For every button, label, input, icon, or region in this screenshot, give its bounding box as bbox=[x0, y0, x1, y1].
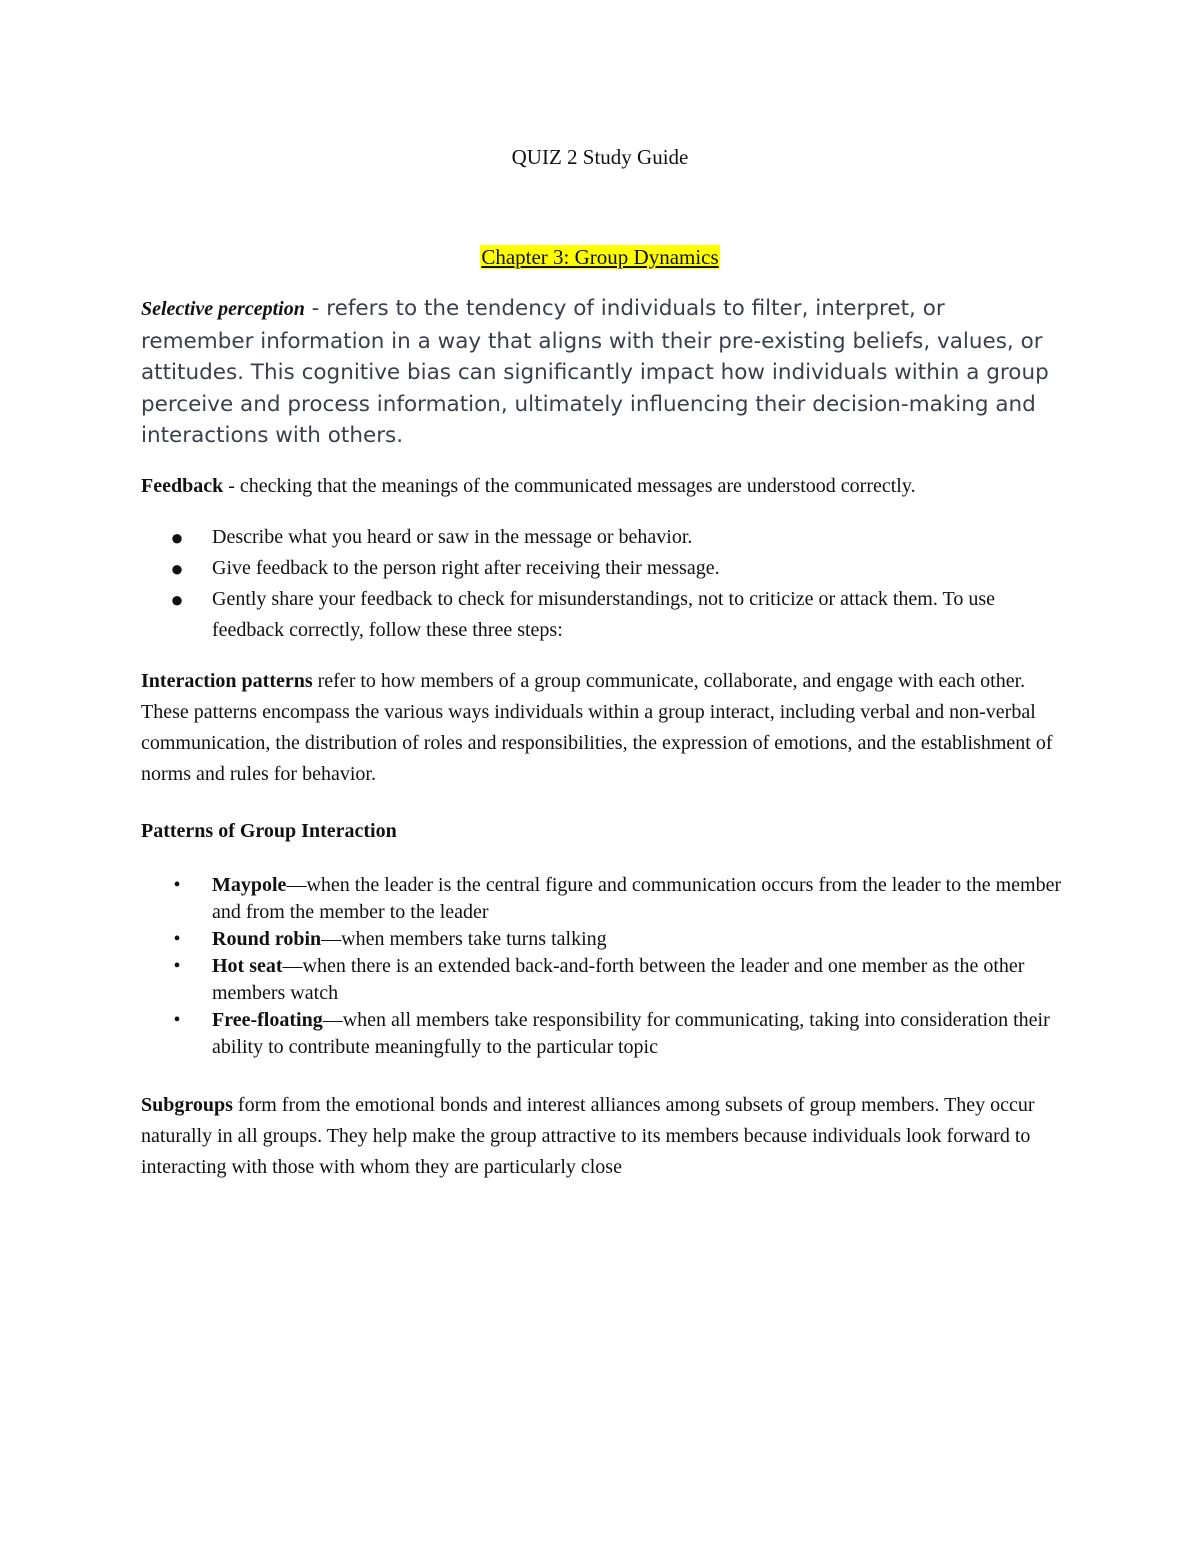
list-item bbox=[170, 953, 1070, 1007]
list-item bbox=[170, 553, 1070, 584]
pattern-term: Round robin bbox=[212, 928, 322, 950]
pattern-text: —when there is an extended back-and-forth between the leader and one member as the other members watch bbox=[212, 955, 1025, 1004]
feedback-bullet-text: Gently share your feedback to check for misunderstandings, not to criticize or attack them. To use feedback correctly, follow these three steps: bbox=[212, 588, 995, 641]
subgroups-term: Subgroups bbox=[141, 1094, 233, 1116]
list-item bbox=[170, 926, 1070, 953]
list-item bbox=[170, 522, 1070, 553]
pattern-text: —when all members take responsibility for communicating, taking into consideration their ability to contribute meaningfully to the particular topic bbox=[212, 1009, 1050, 1058]
selective-perception-term: Selective perception bbox=[141, 298, 305, 320]
bullet-icon: • bbox=[173, 874, 181, 896]
bullet-icon: ● bbox=[170, 525, 184, 550]
chapter-heading bbox=[0, 244, 1200, 270]
bullet-icon: ● bbox=[170, 587, 184, 612]
bullet-icon: ● bbox=[170, 556, 184, 581]
feedback-term: Feedback bbox=[141, 475, 224, 497]
subgroups-definition: form from the emotional bonds and interest alliances among subsets of group members. They occur naturally in all groups. They help make the group attractive to its members because individuals look forward to interacting with those with whom they are particularly close bbox=[141, 1094, 1035, 1178]
feedback-bullet-list bbox=[170, 522, 1070, 646]
selective-perception-definition: - refers to the tendency of individuals to filter, interpret, or remember information in a way that aligns with their pre-existing beliefs, values, or attitudes. This cognitive bias can significantly impact how individuals within a group perceive and process information, ultimately influencing their decision-making and interactions with others. bbox=[141, 296, 1049, 448]
selective-perception-paragraph bbox=[141, 293, 1061, 452]
feedback-bullet-text: Describe what you heard or saw in the message or behavior. bbox=[212, 526, 693, 548]
bullet-icon: • bbox=[173, 1009, 181, 1031]
pattern-term: Maypole bbox=[212, 874, 287, 896]
pattern-text: —when members take turns talking bbox=[321, 928, 607, 950]
chapter-heading-text: Chapter 3: Group Dynamics bbox=[481, 245, 719, 269]
patterns-heading: Patterns of Group Interaction bbox=[141, 820, 397, 842]
pattern-term: Hot seat bbox=[212, 955, 283, 977]
bullet-icon: • bbox=[173, 955, 181, 977]
list-item bbox=[170, 1007, 1070, 1061]
page-title: QUIZ 2 Study Guide bbox=[511, 145, 689, 169]
interaction-patterns-term: Interaction patterns bbox=[141, 670, 313, 692]
interaction-patterns-paragraph bbox=[141, 666, 1061, 790]
feedback-definition: - checking that the meanings of the communicated messages are understood correctly. bbox=[223, 475, 916, 497]
list-item bbox=[170, 872, 1070, 926]
pattern-term: Free-floating bbox=[212, 1009, 323, 1031]
interaction-patterns-definition: refer to how members of a group communicate, collaborate, and engage with each other. These patterns encompass the various ways individuals within a group interact, including verbal and non-verbal communication, the distribution of roles and responsibilities, the expression of emotions, and the establishment of norms and rules for behavior. bbox=[141, 670, 1053, 785]
feedback-bullet-text: Give feedback to the person right after receiving their message. bbox=[212, 557, 720, 579]
pattern-text: —when the leader is the central figure and communication occurs from the leader to the member and from the member to the leader bbox=[212, 874, 1062, 923]
list-item bbox=[170, 584, 1070, 646]
patterns-bullet-list bbox=[170, 872, 1070, 1061]
subgroups-paragraph bbox=[141, 1090, 1061, 1183]
feedback-paragraph bbox=[141, 471, 1061, 502]
bullet-icon: • bbox=[173, 928, 181, 950]
